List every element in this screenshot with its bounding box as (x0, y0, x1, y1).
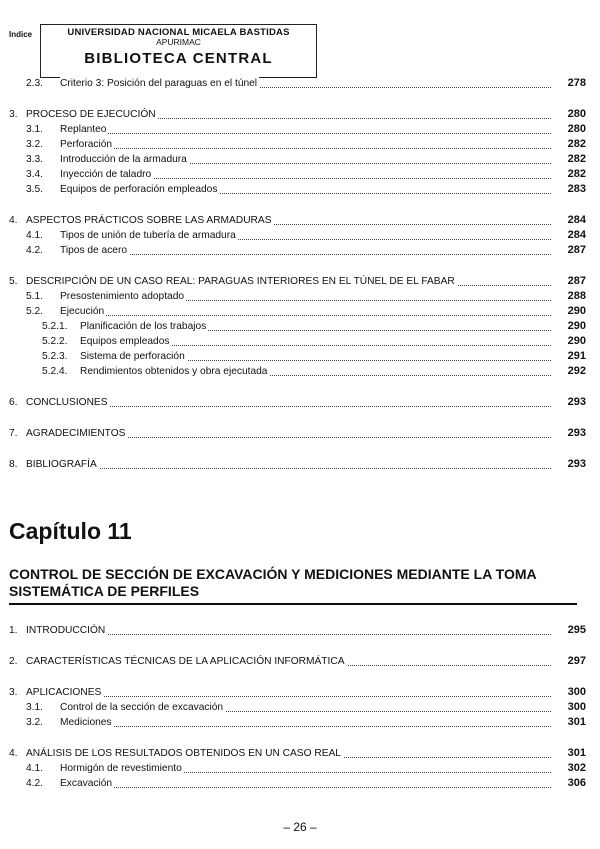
toc-entry-number: 3.4. (26, 169, 43, 180)
toc-entry (0, 716, 600, 729)
toc-entry-page: 295 (552, 624, 586, 637)
dot-leader (30, 622, 565, 635)
stamp-region: APURIMAC (156, 37, 201, 47)
toc-entry-title: Inyección de taladro (60, 169, 152, 180)
toc-entry-number: 6. (9, 397, 18, 408)
toc-entry (0, 320, 600, 333)
toc-entry (0, 427, 600, 440)
toc-entry-number: 5.2.3. (42, 351, 68, 362)
dot-leader (64, 242, 565, 255)
toc-entry-page: 293 (552, 458, 586, 471)
toc-entry-title: Sistema de perforación (80, 351, 185, 362)
dot-leader (30, 394, 565, 407)
toc-entry-page: 280 (552, 108, 586, 121)
toc-entry-page: 290 (552, 335, 586, 348)
toc-entry-page: 287 (552, 244, 586, 257)
toc-entry-page: 292 (552, 365, 586, 378)
toc-entry-title: CARACTERÍSTICAS TÉCNICAS DE LA APLICACIÓN INFORMÁTICA (26, 656, 345, 667)
toc-entry-number: 4.1. (26, 763, 43, 774)
toc-entry-number: 4.2. (26, 245, 43, 256)
toc-entry-title: Hormigón de revestimiento (60, 763, 182, 774)
toc-entry-page: 282 (552, 153, 586, 166)
toc-entry-page: 278 (552, 77, 586, 90)
toc-entry-page: 287 (552, 275, 586, 288)
toc-entry-page: 284 (552, 214, 586, 227)
library-stamp (40, 24, 317, 78)
toc-entry (0, 138, 600, 151)
toc-entry-page: 306 (552, 777, 586, 790)
toc-entry-title: Presostenimiento adoptado (60, 291, 185, 302)
toc-entry-title: PROCESO DE EJECUCIÓN (26, 109, 156, 120)
chapter-title: CONTROL DE SECCIÓN DE EXCAVACIÓN Y MEDICIONES MEDIANTE LA TOMA SISTEMÁTICA DE PERFILES (9, 566, 537, 599)
toc-entry-title: BIBLIOGRAFÍA (26, 459, 97, 470)
toc-entry-title: Ejecución (60, 306, 105, 317)
toc-entry-title: ASPECTOS PRÁCTICOS SOBRE LAS ARMADURAS (26, 215, 272, 226)
toc-entry-title: Criterio 3: Posición del paraguas en el túnel (60, 78, 258, 89)
toc-entry-number: 4.1. (26, 230, 43, 241)
dot-leader (30, 456, 565, 469)
toc-entry (0, 655, 600, 668)
toc-entry-page: 290 (552, 320, 586, 333)
toc-entry-title: Mediciones (60, 717, 112, 728)
toc-entry (0, 123, 600, 136)
toc-entry-title: INTRODUCCIÓN (26, 625, 106, 636)
toc-entry-number: 8. (9, 459, 18, 470)
title-underline (9, 603, 577, 605)
dot-leader (64, 121, 565, 134)
toc-entry (0, 275, 600, 288)
toc-entry (0, 350, 600, 363)
toc-entry (0, 396, 600, 409)
toc-entry-page: 300 (552, 701, 586, 714)
toc-entry-page: 282 (552, 138, 586, 151)
toc-entry-page: 290 (552, 305, 586, 318)
toc-entry (0, 777, 600, 790)
toc-entry (0, 153, 600, 166)
toc-entry-number: 3.2. (26, 717, 43, 728)
toc-entry-number: 3.2. (26, 139, 43, 150)
toc-entry (0, 701, 600, 714)
dot-leader (64, 714, 565, 727)
toc-entry-page: 302 (552, 762, 586, 775)
toc-entry-page: 280 (552, 123, 586, 136)
toc-entry-page: 293 (552, 396, 586, 409)
toc-entry-number: 3. (9, 687, 18, 698)
toc-entry (0, 624, 600, 637)
toc-entry-page: 284 (552, 229, 586, 242)
toc-entry (0, 244, 600, 257)
toc-entry-page: 291 (552, 350, 586, 363)
toc-entry-title: ANÁLISIS DE LOS RESULTADOS OBTENIDOS EN UN CASO REAL (26, 748, 341, 759)
toc-entry-number: 3.5. (26, 184, 43, 195)
toc-entry-page: 283 (552, 183, 586, 196)
toc-entry-number: 7. (9, 428, 18, 439)
toc-entry (0, 77, 600, 90)
toc-entry-title: Equipos empleados (80, 336, 170, 347)
toc-entry-number: 3.3. (26, 154, 43, 165)
toc-entry (0, 686, 600, 699)
toc-entry-title: Excavación (60, 778, 113, 789)
toc-entry-title: AGRADECIMIENTOS (26, 428, 126, 439)
toc-entry-title: APLICACIONES (26, 687, 102, 698)
toc-entry-number: 3.1. (26, 702, 43, 713)
toc-entry (0, 168, 600, 181)
toc-entry-number: 3. (9, 109, 18, 120)
toc-entry (0, 290, 600, 303)
toc-entry-number: 5.2.1. (42, 321, 68, 332)
toc-entry-title: Replanteo (60, 124, 107, 135)
toc-entry (0, 183, 600, 196)
toc-entry-page: 297 (552, 655, 586, 668)
toc-entry-number: 5. (9, 276, 18, 287)
toc-entry-page: 301 (552, 747, 586, 760)
toc-entry-number: 2.3. (26, 78, 43, 89)
toc-entry (0, 335, 600, 348)
dot-leader (64, 136, 565, 149)
toc-entry (0, 108, 600, 121)
toc-entry-number: 4.2. (26, 778, 43, 789)
toc-entry (0, 305, 600, 318)
toc-entry-title: Planificación de los trabajos (80, 321, 207, 332)
dot-leader (64, 775, 565, 788)
toc-entry-number: 3.1. (26, 124, 43, 135)
toc-entry-page: 288 (552, 290, 586, 303)
toc-entry (0, 214, 600, 227)
toc-entry-title: Equipos de perforación empleados (60, 184, 218, 195)
toc-entry-number: 5.1. (26, 291, 43, 302)
toc-entry (0, 365, 600, 378)
toc-entry-title: CONCLUSIONES (26, 397, 108, 408)
page-number: – 26 – (283, 820, 317, 834)
toc-entry (0, 458, 600, 471)
toc-entry (0, 762, 600, 775)
chapter-label: Capítulo 11 (9, 518, 132, 544)
toc-entry-title: DESCRIPCIÓN DE UN CASO REAL: PARAGUAS INTERIORES EN EL TÚNEL DE EL FABAR (26, 276, 455, 287)
toc-entry (0, 229, 600, 242)
toc-entry-number: 5.2. (26, 306, 43, 317)
toc-entry-title: Introducción de la armadura (60, 154, 187, 165)
stamp-library: BIBLIOTECA CENTRAL (84, 50, 273, 67)
toc-entry (0, 747, 600, 760)
toc-entry-number: 4. (9, 748, 18, 759)
toc-entry-title: Perforación (60, 139, 113, 150)
dot-leader (64, 303, 565, 316)
toc-entry-title: Tipos de unión de tubería de armadura (60, 230, 236, 241)
toc-entry-number: 4. (9, 215, 18, 226)
toc-entry-title: Rendimientos obtenidos y obra ejecutada (80, 366, 268, 377)
stamp-university: UNIVERSIDAD NACIONAL MICAELA BASTIDAS (67, 27, 290, 38)
toc-entry-number: 5.2.2. (42, 336, 68, 347)
toc-entry-number: 1. (9, 625, 18, 636)
toc-entry-title: Control de la sección de excavación (60, 702, 224, 713)
toc-entry-title: Tipos de acero (60, 245, 128, 256)
toc-entry-page: 300 (552, 686, 586, 699)
toc-entry-page: 282 (552, 168, 586, 181)
toc-entry-number: 2. (9, 656, 18, 667)
dot-leader (30, 684, 565, 697)
toc-entry-number: 5.2.4. (42, 366, 68, 377)
toc-entry-page: 293 (552, 427, 586, 440)
toc-entry-page: 301 (552, 716, 586, 729)
section-label: Indice (9, 30, 33, 39)
